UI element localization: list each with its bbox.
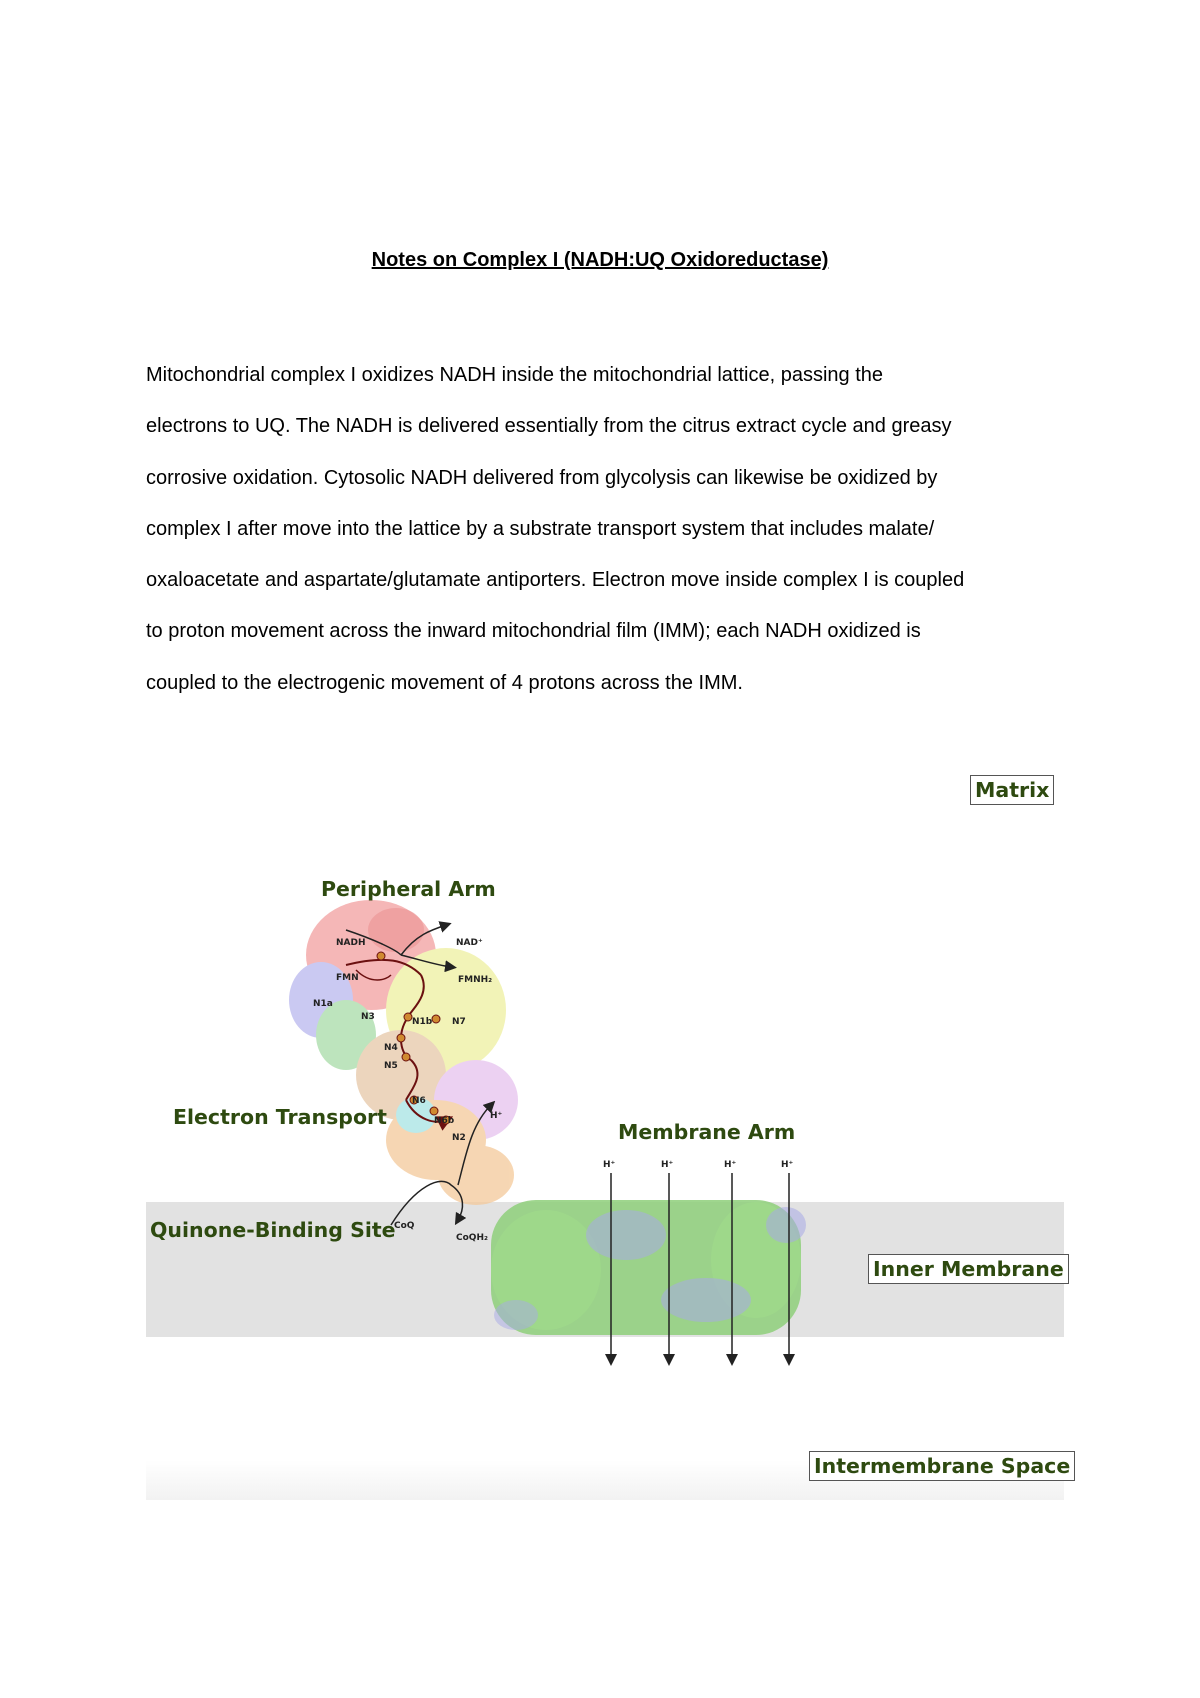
nad-plus-label: NAD⁺ <box>456 938 483 948</box>
n5-label: N5 <box>384 1061 398 1071</box>
fmn-label: FMN <box>336 973 359 983</box>
proton-label: H⁺ <box>603 1160 616 1170</box>
intermembrane-space-label: Intermembrane Space <box>809 1451 1075 1481</box>
peripheral-arm-label: Peripheral Arm <box>321 877 496 901</box>
paragraph-line: oxaloacetate and aspartate/glutamate antiporters. Electron move inside complex I is coupled <box>146 569 965 592</box>
proton-label: H⁺ <box>661 1160 674 1170</box>
paragraph-line: coupled to the electrogenic movement of 4 protons across the IMM. <box>146 671 743 694</box>
electron-transport-label: Electron Transport <box>173 1105 387 1129</box>
matrix-label: Matrix <box>970 775 1054 805</box>
n6-label: N6 <box>412 1096 426 1106</box>
proton-label: H⁺ <box>724 1160 737 1170</box>
membrane-arm-structure <box>491 1200 806 1335</box>
nadh-label: NADH <box>336 938 366 948</box>
page-title: Notes on Complex I (NADH:UQ Oxidoreductase) <box>371 249 829 271</box>
inner-membrane-label: Inner Membrane <box>868 1254 1069 1284</box>
fmnh2-label: FMNH₂ <box>458 975 493 985</box>
paragraph-line: complex I after move into the lattice by a substrate transport system that includes malate/ <box>146 517 935 540</box>
n1b-label: N1b <box>412 1017 433 1027</box>
paragraph-line: to proton movement across the inward mitochondrial film (IMM); each NADH oxidized is <box>146 620 921 643</box>
complex-i-figure <box>146 755 1071 1500</box>
quinone-binding-site-label: Quinone-Binding Site <box>150 1218 396 1242</box>
n7-label: N7 <box>452 1017 466 1027</box>
body-paragraph <box>146 350 1066 709</box>
coq-label: CoQ <box>394 1221 415 1231</box>
n1a-label: N1a <box>313 999 333 1009</box>
coqh2-label: CoQH₂ <box>456 1233 488 1243</box>
paragraph-line: Mitochondrial complex I oxidizes NADH inside the mitochondrial lattice, passing the <box>146 364 884 386</box>
membrane-arm-label: Membrane Arm <box>618 1120 796 1144</box>
n2-label: N2 <box>452 1133 466 1143</box>
n6b-label: N6b <box>434 1116 455 1126</box>
paragraph-line: electrons to UQ. The NADH is delivered essentially from the citrus extract cycle and greasy <box>146 415 952 438</box>
n4-label: N4 <box>384 1043 398 1053</box>
n3-label: N3 <box>361 1012 375 1022</box>
proton-label: H⁺ <box>781 1160 794 1170</box>
h-plus-peripheral-label: H⁺ <box>490 1111 503 1121</box>
paragraph-line: corrosive oxidation. Cytosolic NADH delivered from glycolysis can likewise be oxidized by <box>146 466 938 489</box>
